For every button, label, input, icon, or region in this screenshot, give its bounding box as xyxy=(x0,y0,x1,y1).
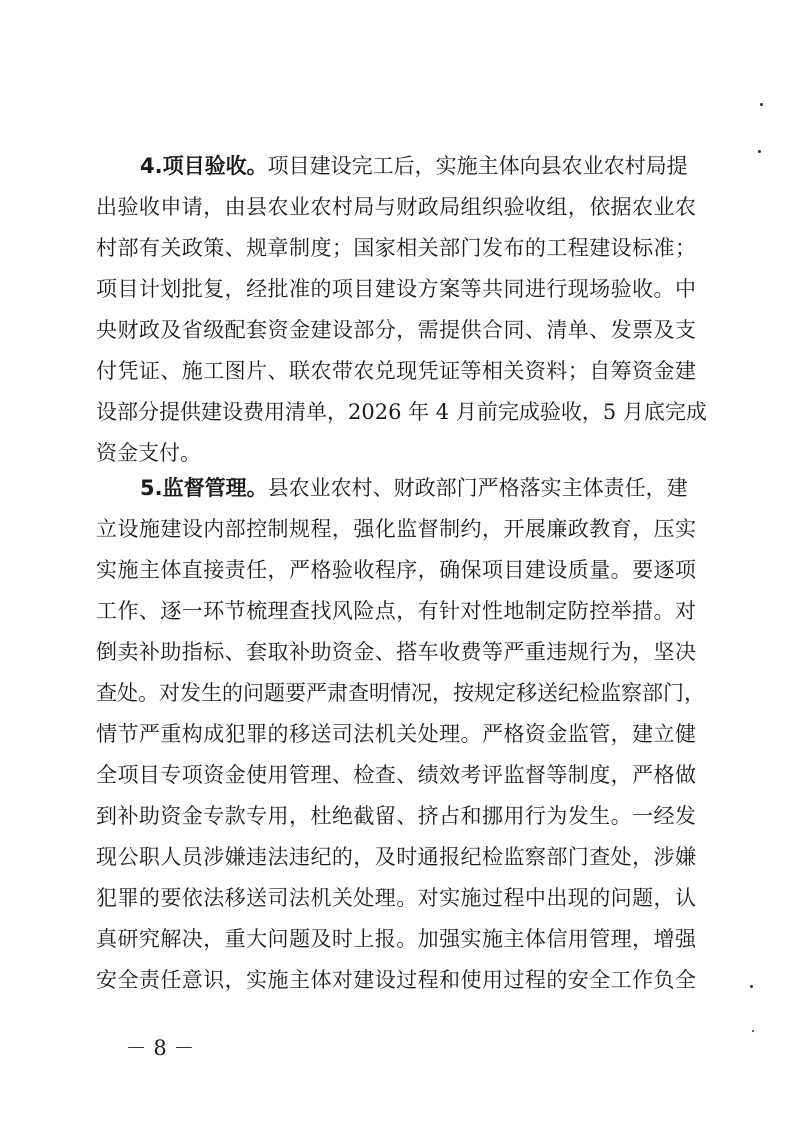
section5-line-11: 犯罪的要依法移送司法机关处理。对实施过程中出现的问题，认 xyxy=(96,886,696,910)
section5-line-3: 实施主体直接责任，严格验收程序，确保项目建设质量。要逐项 xyxy=(96,558,696,582)
section5-text: 县农业农村、财政部门严格落实主体责任，建 xyxy=(267,476,688,500)
section5-line-13: 安全责任意识，实施主体对建设过程和使用过程的安全工作负全 xyxy=(96,968,696,992)
section4-line-5: 央财政及省级配套资金建设部分，需提供合同、清单、发票及支 xyxy=(96,318,696,342)
section4-text: 项目建设完工后，实施主体向县农业农村局提 xyxy=(267,154,688,178)
scan-speck xyxy=(752,1030,754,1032)
section4-line-3: 村部有关政策、规章制度；国家相关部门发布的工程建设标准； xyxy=(96,236,696,260)
scan-speck xyxy=(750,985,753,988)
section5-line-1 xyxy=(140,470,696,506)
section4-line-8: 资金支付。 xyxy=(96,441,201,465)
scan-speck xyxy=(758,150,761,153)
section5-line-2: 立设施建设内部控制规程，强化监督制约，开展廉政教育，压实 xyxy=(96,517,696,541)
section4-line-7: 设部分提供建设费用清单，2026 年 4 月前完成验收，5 月底完成 xyxy=(96,400,707,424)
section4-heading: 4.项目验收。 xyxy=(140,154,268,178)
page-number: － 8 － xyxy=(125,1036,195,1060)
section4-line-1 xyxy=(140,148,696,184)
section5-line-7: 情节严重构成犯罪的移送司法机关处理。严格资金监管，建立健 xyxy=(96,722,696,746)
section5-line-5: 倒卖补助指标、套取补助资金、搭车收费等严重违规行为，坚决 xyxy=(96,640,696,664)
section5-line-4: 工作、逐一环节梳理查找风险点，有针对性地制定防控举措。对 xyxy=(96,599,696,623)
section4-line-2: 出验收申请，由县农业农村局与财政局组织验收组，依据农业农 xyxy=(96,195,696,219)
section5-line-9: 到补助资金专款专用，杜绝截留、挤占和挪用行为发生。一经发 xyxy=(96,804,696,828)
section4-line-4: 项目计划批复，经批准的项目建设方案等共同进行现场验收。中 xyxy=(96,277,696,301)
section5-line-12: 真研究解决，重大问题及时上报。加强实施主体信用管理，增强 xyxy=(96,927,696,951)
section5-line-10: 现公职人员涉嫌违法违纪的，及时通报纪检监察部门查处，涉嫌 xyxy=(96,845,696,869)
section5-heading: 5.监督管理。 xyxy=(140,476,268,500)
section5-line-8: 全项目专项资金使用管理、检查、绩效考评监督等制度，严格做 xyxy=(96,763,696,787)
section4-line-6: 付凭证、施工图片、联农带农兑现凭证等相关资料；自筹资金建 xyxy=(96,359,696,383)
section5-line-6: 查处。对发生的问题要严肃查明情况，按规定移送纪检监察部门， xyxy=(96,681,705,705)
scan-speck xyxy=(760,103,763,106)
